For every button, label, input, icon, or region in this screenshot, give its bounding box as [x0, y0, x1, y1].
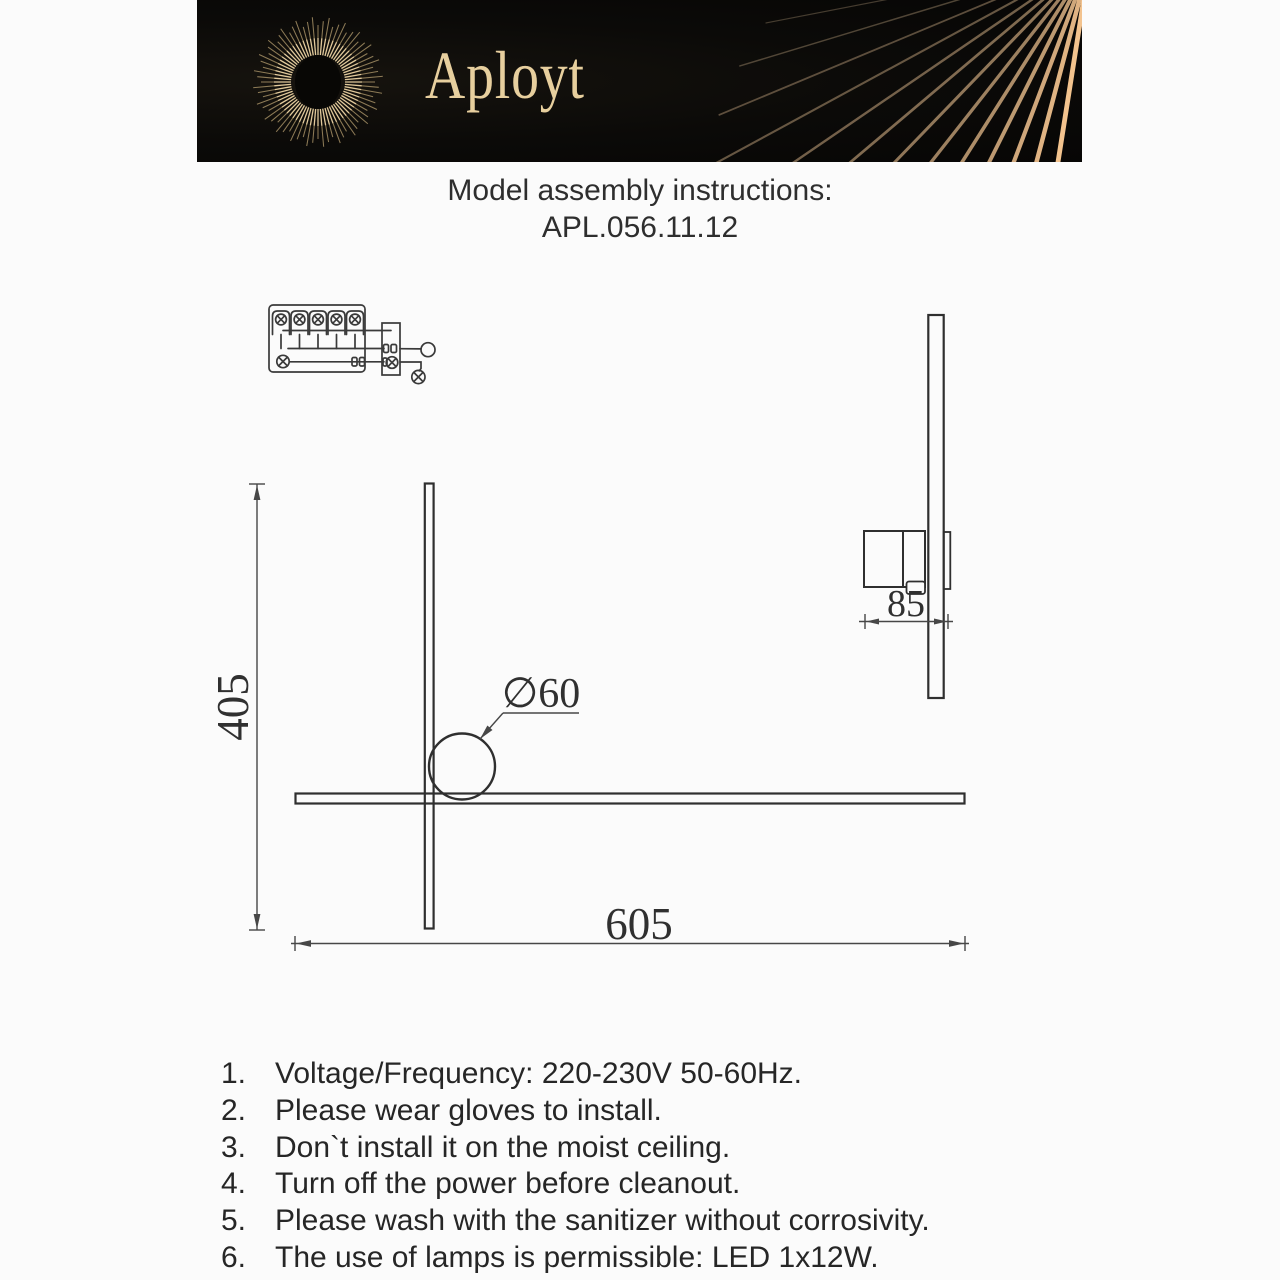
dim-height-label: 405: [208, 673, 258, 741]
dim-length-label: 605: [605, 899, 673, 949]
item-text: The use of lamps is permissible: LED 1x12W.: [275, 1240, 879, 1274]
dim-depth-label: 85: [887, 583, 925, 625]
instruction-item: [200, 1240, 930, 1277]
model-code: APL.056.11.12: [541, 211, 739, 244]
side-rod: [928, 315, 943, 698]
item-text: Turn off the power before cleanout.: [275, 1167, 741, 1201]
instruction-item: [200, 1203, 930, 1240]
item-number: 5.: [220, 1204, 246, 1238]
item-text: Please wash with the sanitizer without corrosivity.: [275, 1204, 930, 1238]
item-number: 2.: [220, 1093, 246, 1127]
item-text: Voltage/Frequency: 220-230V 50-60Hz.: [275, 1057, 803, 1090]
vertical-rod: [425, 484, 434, 929]
brand-name: Aployt: [425, 37, 585, 113]
item-text: Don`t install it on the moist ceiling.: [275, 1130, 731, 1164]
instruction-item: [200, 1093, 930, 1130]
lamp-ball: [429, 734, 495, 800]
instruction-item: [200, 1130, 930, 1167]
instruction-item: [200, 1056, 930, 1093]
ball-diameter-label: ∅60: [501, 671, 581, 717]
item-number: 1.: [220, 1057, 246, 1090]
horizontal-rod: [296, 794, 965, 804]
dimensions: [249, 484, 969, 951]
item-number: 4.: [220, 1167, 246, 1201]
mount-box: [864, 531, 925, 587]
page-title: Model assembly instructions:: [447, 174, 833, 207]
wiring-diagram: [269, 305, 435, 384]
instructions-list: [200, 1056, 930, 1277]
item-number: 3.: [220, 1130, 246, 1164]
item-number: 6.: [220, 1240, 246, 1274]
side-view: [864, 315, 950, 698]
item-text: Please wear gloves to install.: [275, 1093, 662, 1127]
instruction-item: [200, 1166, 930, 1203]
